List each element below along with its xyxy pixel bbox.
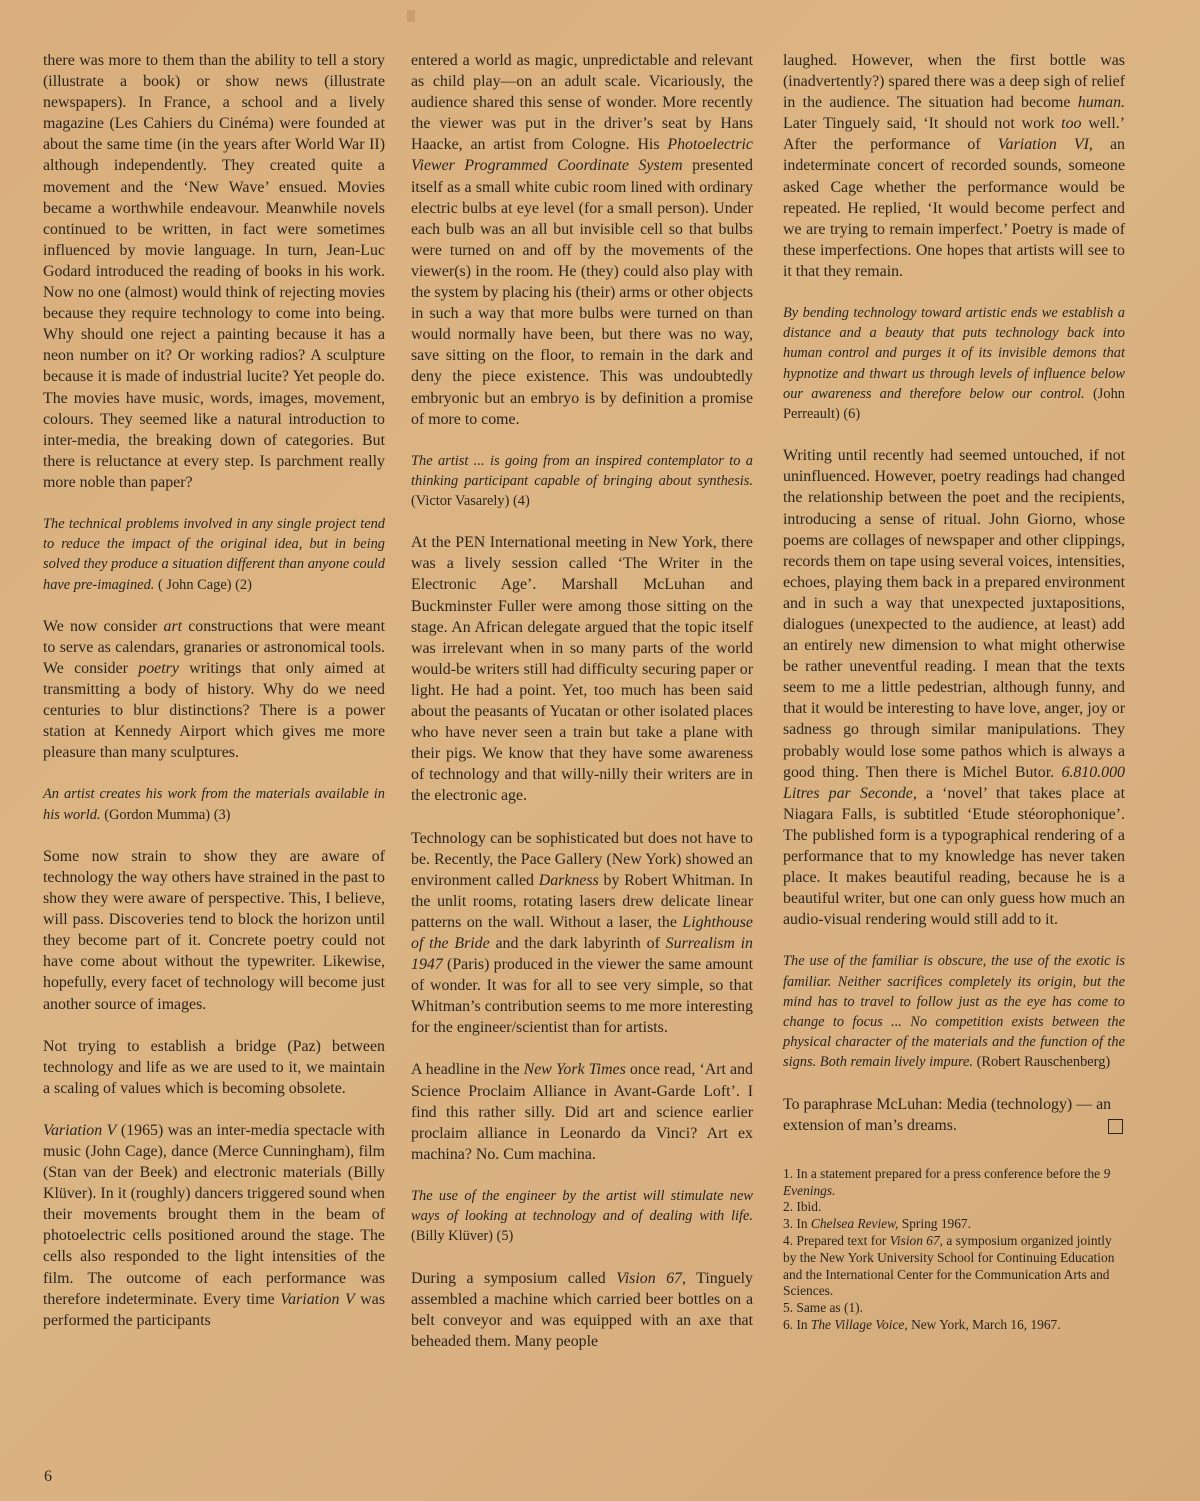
paragraph <box>43 846 385 1015</box>
event-title: Vision 67 <box>616 1269 683 1287</box>
column-3 <box>783 50 1125 1334</box>
text-run: During a symposium called <box>411 1269 617 1287</box>
footnote-title: The Village Voice, <box>810 1316 908 1332</box>
footnote <box>783 1317 1125 1334</box>
text-run: Technology can be sophisticated but does not have to be. Recently, the Pace Gallery (New York) showed an environment called <box>411 829 753 889</box>
page-number: 6 <box>44 1468 52 1485</box>
paragraph <box>411 1268 753 1352</box>
quote-text: The use of the familiar is obscure, the use of the exotic is familiar. Neither sacrifices completely its origin, but the mind has to travel to follow just as the eye has come to change to focus ... No competition exists between the physical character of the materials and the function of the signs. Both remain lively impure. <box>783 953 1125 1071</box>
quote <box>43 784 385 824</box>
paragraph-text: Some now strain to show they are aware of technology the way others have strained in the past to show they were aware of perspective. This, I believe, will pass. Discoveries tend to block the horizon until they become part of it. Concrete poetry could not have come about without the typewriter. Likewise, hopefully, every facet of technology will become just another source of images. <box>43 847 385 1013</box>
closing-paragraph <box>783 1094 1125 1136</box>
text-run: (1965) was an inter-media spectacle with music (John Cage), dance (Merce Cunningham), film (Stan van der Beek) and electronic materials (Billy Klüver). In it (roughly) dancers triggered sound when their movements brought them in the beam of photoelectric cells positioned around the stage. The cells also responded to the light intensities of the film. The outcome of each performance was therefore indeterminate. Every time <box>43 1121 385 1308</box>
footnote <box>783 1199 1125 1216</box>
emphasis: poetry <box>138 659 179 677</box>
text-run: was performed the participants <box>43 1290 386 1329</box>
footnotes <box>783 1166 1125 1334</box>
text-run: by Robert Whitman. In the unlit rooms, rotating lasers drew delicate linear patterns on the wall. Without a laser, the <box>411 871 753 931</box>
footnote <box>783 1216 1125 1233</box>
footnote-title: Vision 67, <box>889 1233 944 1248</box>
work-title: Darkness <box>538 871 599 889</box>
paragraph <box>783 445 1125 930</box>
quote-source: ( John Cage) (2) <box>157 576 252 593</box>
emphasis: too <box>1061 115 1082 133</box>
paragraph <box>43 50 385 493</box>
text-run: , Tinguely assembled a machine which carried beer bottles on a belt conveyor and was equipped with an axe that beheaded them. Many people <box>411 1269 753 1350</box>
paragraph <box>411 1059 753 1164</box>
quote <box>411 451 753 512</box>
footnote-text: 2. Ibid. <box>783 1199 822 1215</box>
work-title: Surrealism in 1947 <box>411 934 753 974</box>
footnote-text: a symposium organized jointly by the New York University School for Continuing Education and the International Center for the Communication Arts and Sciences. <box>783 1233 1115 1299</box>
footnote-text: New York, March 16, 1967. <box>907 1316 1061 1332</box>
paragraph <box>783 50 1125 282</box>
footnote-title: 9 Evenings. <box>783 1165 1111 1198</box>
text-run: and the dark labyrinth of <box>489 934 666 952</box>
work-title: Photoelectric Viewer Programmed Coordinate System <box>411 136 753 175</box>
text-run: laughed. However, when the first bottle was (inadvertently?) spared there was a deep sigh of relief in the audience. The situation had become <box>783 52 1125 112</box>
paragraph-text: there was more to them than the ability to tell a story (illustrate a book) or show news (illustrate newspapers). In France, a school and a lively magazine (Les Cahiers du Cinéma) were founded at about the same time (in the years after World War II) although independently. They created quite a movement and the ‘New Wave’ ensued. Movies became a worthwhile endeavour. Meanwhile novels continued to be written, in fact were sometimes influenced by movie language. In turn, Jean-Luc Godard introduced the reading of books in his work. Now no one (almost) would think of rejecting movies because they require technology to come into being. Why should one reject a painting because it has a neon number on it? Or working radios? A sculpture because it is made of industrial lucite? Yet people do. The movies have music, words, images, movement, colours. They seemed like a natural introduction to inter-media, the breaking down of categories. But there is reluctance at every step. Is parchment really more noble than paper? <box>43 52 385 491</box>
quote-source: (Billy Klüver) (5) <box>411 1228 514 1245</box>
text-run: entered a world as magic, unpredictable and relevant as child play—on an adult scale. Vicariously, the audience shared this sense of wonder. More recently the viewer was put in the driver’s seat by Hans Haacke, an artist from Cologne. His <box>411 52 753 154</box>
quote-source: (Victor Vasarely) (4) <box>411 493 530 510</box>
work-title: Lighthouse of the Bride <box>411 913 753 952</box>
quote-source: (Robert Rauschenberg) <box>976 1054 1111 1071</box>
text-run: (Paris) produced in the viewer the same amount of wonder. It was for all to see very simple, so that Whitman’s contribution seems to me more interesting for the engineer/scientist than for artists. <box>411 956 753 1037</box>
quote-text: The use of the engineer by the artist will stimulate new ways of looking at technology and of dealing with life. <box>411 1187 753 1225</box>
paragraph <box>411 828 753 1039</box>
text-run: well.’ After the performance of <box>783 115 1125 154</box>
quote <box>411 1186 753 1247</box>
text-run: presented itself as a small white cubic room lined with ordinary electric bulbs at eye level (for a small person). Under each bulb was an all but invisible cell so that bulbs were turned on and off by the movements of the viewer(s) in the room. He (they) could also play with the system by placing his (their) arms or other objects in such a way that more bulbs were turned on than would normally have been, but there was no way, save sitting on the floor, to remain in the dark and deny the piece existence. This was undoubtedly embryonic but an embryo is by definition a promise of more to come. <box>411 157 754 428</box>
quote <box>43 514 385 595</box>
text-run: writings that only aimed at transmitting a body of history. Why do we need centuries to blur distinctions? There is a power station at Kennedy Airport which gives me more pleasure than many sculptures. <box>43 659 386 762</box>
work-title: Variation VI, <box>997 136 1093 154</box>
column-1 <box>43 50 385 1331</box>
footnote <box>783 1166 1125 1200</box>
work-title: 6.810.000 Litres par Seconde, <box>783 763 1125 802</box>
paragraph-text: To paraphrase McLuhan: Media (technology) — an extension of man’s dreams. <box>783 1095 1112 1134</box>
text-run: A headline in the <box>411 1061 524 1079</box>
quote <box>783 951 1125 1072</box>
footnote <box>783 1233 1125 1300</box>
paragraph <box>43 1036 385 1099</box>
quote-text: By bending technology toward artistic ends we establish a distance and a beauty that puts technology back into human control and purges it of its invisible demons that hypnotize and thwart us through levels of influence below our awareness and therefore below our control. <box>783 305 1125 402</box>
quote-source: (John Perreault) (6) <box>783 385 1125 423</box>
text-run: an indeterminate concert of recorded sounds, someone asked Cage whether the performance would be repeated. He replied, ‘It would become perfect and we are trying to remain imperfect.’ Poetry is made of these imperfections. One hopes that artists will see to it that they remain. <box>783 136 1125 280</box>
work-title: Variation V <box>280 1290 355 1308</box>
footnote-text: 6. In <box>783 1316 811 1332</box>
end-mark-icon <box>1108 1119 1123 1134</box>
footnote-text: 3. In <box>783 1216 811 1232</box>
emphasis: art <box>163 617 183 635</box>
paragraph <box>411 50 753 430</box>
paragraph <box>411 532 753 806</box>
footnote-text: 1. In a statement prepared for a press conference before the <box>783 1165 1104 1181</box>
quote-text: The artist ... is going from an inspired contemplator to a thinking participant capable of bringing about synthesis. <box>411 452 753 489</box>
text-run: We now consider <box>43 617 164 635</box>
publication-title: New York Times <box>523 1061 626 1079</box>
text-run: once read, ‘Art and Science Proclaim Alliance in Avant-Garde Loft’. I find this rather silly. Did art and science earlier proclaim alliance in Leonardo da Vinci? Art ex machina? No. Cum machina. <box>411 1061 753 1163</box>
quote-text: The technical problems involved in any single project tend to reduce the impact of the original idea, but in being solved they produce a situation different than anyone could have pre-imagined. <box>43 515 385 593</box>
quote-text: An artist creates his work from the materials available in his world. <box>43 786 385 823</box>
paragraph <box>43 616 385 764</box>
footnote-text: Spring 1967. <box>898 1216 971 1232</box>
footnote-text: 5. Same as (1). <box>783 1300 863 1316</box>
print-mark <box>407 10 415 22</box>
text-run: a ‘novel’ that takes place at Niagara Falls, is subtitled ‘Etude stéorophonique’. The published form is a typographical rendering of a performance that to my knowledge has never taken place. It makes beautiful reading, because he is a beautiful writer, but one can only guess how much an audio-visual rendering would still add to it. <box>783 784 1125 929</box>
paragraph <box>43 1120 385 1331</box>
text-run: Later Tinguely said, ‘It should not work <box>783 115 1062 133</box>
quote-source: (Gordon Mumma) (3) <box>104 806 231 823</box>
column-2 <box>411 50 753 1352</box>
footnote-title: Chelsea Review, <box>810 1216 899 1232</box>
paragraph-text: Not trying to establish a bridge (Paz) between technology and life as we are used to it, we maintain a scaling of values which is becoming obsolete. <box>43 1037 385 1097</box>
text-run: constructions that were meant to serve as calendars, granaries or astronomical tools. We consider <box>43 617 385 677</box>
text-run: Writing until recently had seemed untouched, if not uninfluenced. However, poetry readings had changed the relationship between the poet and the recipients, introducing a sense of ritual. John Giorno, whose poems are collages of newspaper and other clippings, records them on tape using several voices, intensities, echoes, playing them back in a prepared environment and in such a way that unexpected juxtapositions, dialogues (unexpected to the audience, at least) add an entirely new dimension to what might otherwise be rather uneventful reading. I mean that the texts seem to me a little pedestrian, although funny, and that it would be interesting to have love, anger, joy or sadness go through similar manipulations. They probably would lose some pathos which is always a good thing. Then there is Michel Butor. <box>783 447 1125 781</box>
footnote-text: 4. Prepared text for <box>783 1233 890 1248</box>
quote <box>783 303 1125 424</box>
paragraph-text: At the PEN International meeting in New York, there was a lively session called ‘The Writer in the Electronic Age’. Marshall McLuhan and Buckminster Fuller were among those sitting on the stage. An African delegate argued that the topic itself was irrelevant when in so many parts of the world would-be writers still had difficulty securing paper or light. He had a point. Yet, too much has been said about the peasants of Yucatan or other isolated places who have never seen a train but take a plane with their pigs. We know that they have some awareness of technology and that willy-nilly their writers are in the electronic age. <box>411 534 753 805</box>
work-title: Variation V <box>43 1121 117 1139</box>
footnote <box>783 1300 1125 1317</box>
emphasis: human. <box>1077 94 1125 112</box>
